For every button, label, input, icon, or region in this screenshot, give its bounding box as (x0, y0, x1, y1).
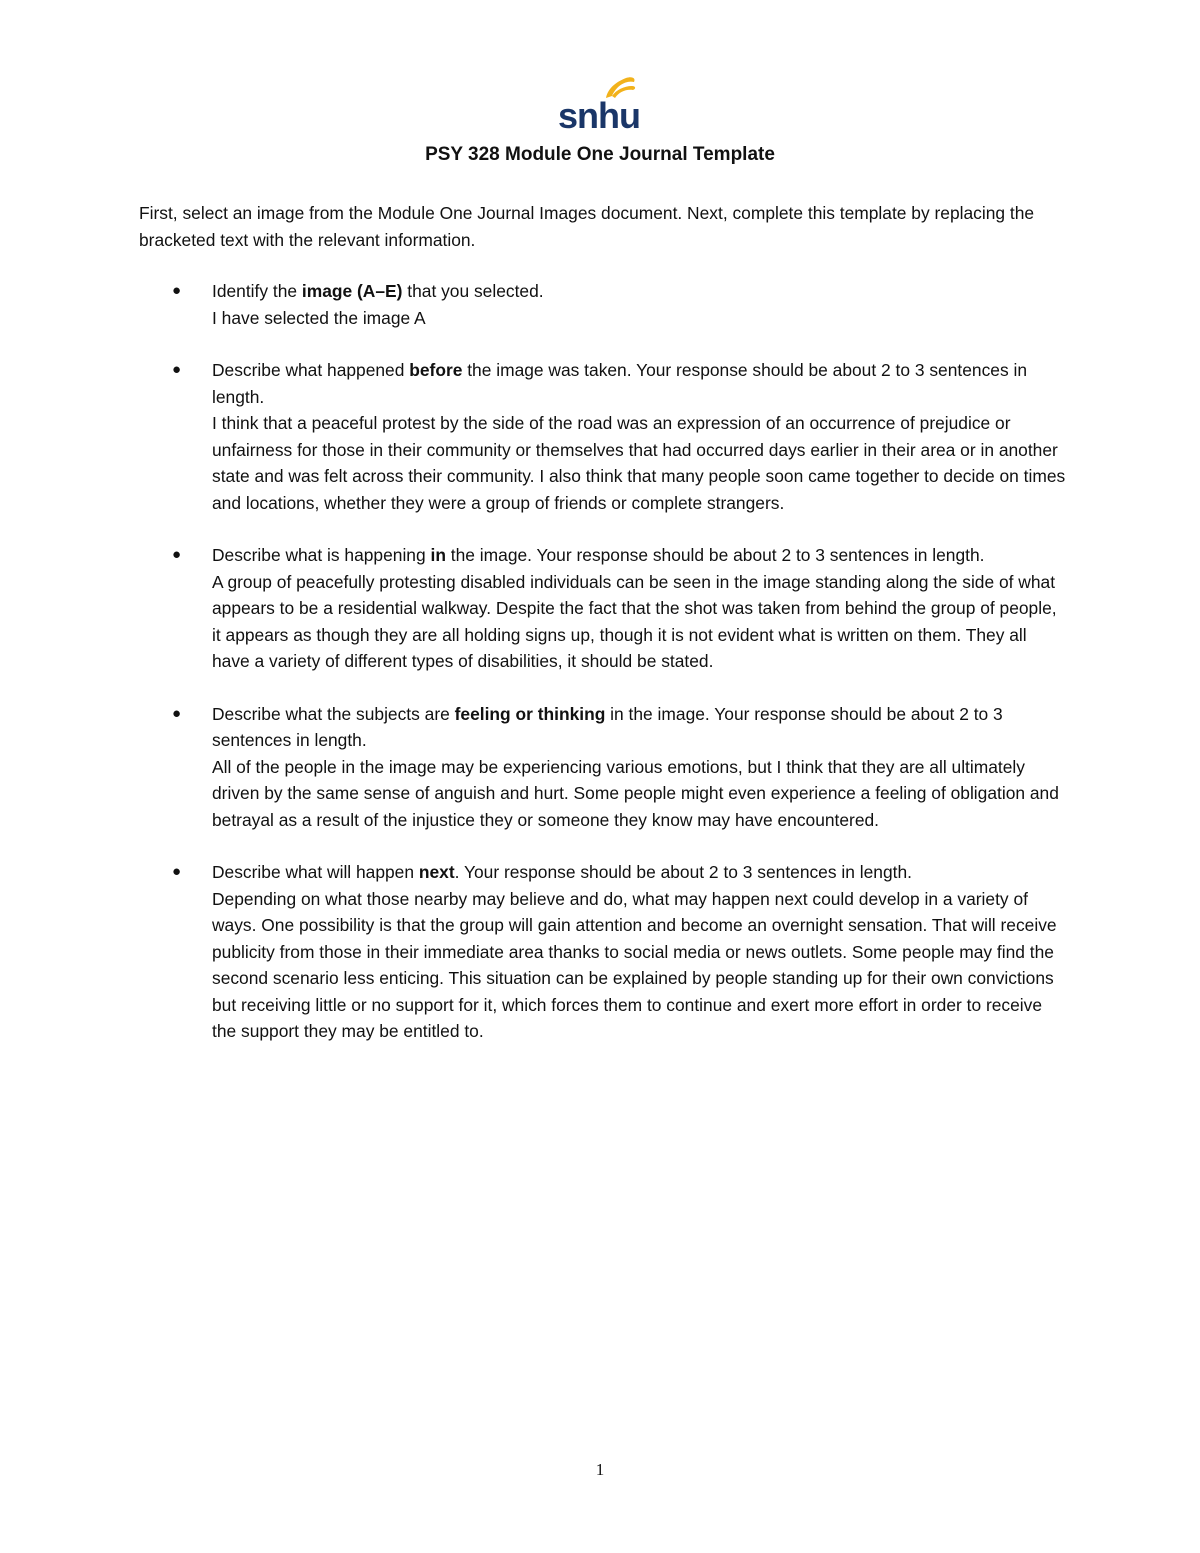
response-text: All of the people in the image may be experiencing various emotions, but I think that they are all ultimately driven by the same sense of anguish and hurt. Some people might even experience a feeling of obligation and betrayal as a result of the injustice they or someone they know may have encountered. (212, 756, 1059, 830)
response-text: A group of peacefully protesting disabled individuals can be seen in the image standing along the side of what appears to be a residential walkway. Despite the fact that the shot was taken from behind the group of people, it appears as though they are all holding signs up, though it is not evident what is written on them. They all have a variety of different types of disabilities, it should be stated. (212, 571, 1057, 671)
snhu-logo (556, 74, 640, 132)
list-item (139, 278, 1069, 331)
bullet-icon: ● (172, 282, 182, 299)
response-text: I think that a peaceful protest by the side of the road was an expression of an occurrence of prejudice or unfairness for those in their community or themselves that had occurred days earlier in their area or in another state and was felt across their community. I also think that many people soon came together to decide on times and locations, whether they were a group of friends or complete strangers. (212, 413, 1066, 513)
intro-paragraph: First, select an image from the Module One Journal Images document. Next, complete this template by replacing the bracketed text with the relevant information. (139, 203, 1035, 250)
flame-icon (556, 74, 640, 132)
page-number: 1 (595, 1460, 605, 1479)
document-title: PSY 328 Module One Journal Template (425, 144, 775, 165)
list-item (139, 701, 1069, 834)
prompt-text: Describe what the subjects are feeling or thinking in the image. Your response should be about 2 to 3 sentences in length. (212, 703, 1003, 750)
bullet-icon: ● (172, 704, 182, 722)
question-list (139, 278, 1069, 1071)
bullet-icon: ● (172, 546, 182, 563)
prompt-text: Describe what is happening in the image. Your response should be about 2 to 3 sentences in length. (212, 545, 985, 565)
list-item (139, 357, 1069, 516)
prompt-text: Describe what will happen next. Your response should be about 2 to 3 sentences in length. (212, 862, 912, 882)
response-text: Depending on what those nearby may believe and do, what may happen next could develop in a variety of ways. One possibility is that the group will gain attention and become an overnight sensation. That will receive publicity from those in their immediate area thanks to social media or news outlets. Some people may find the second scenario less enticing. This situation can be explained by people standing up for their own convictions but receiving little or no support for it, which forces them to continue and exert more effort in order to receive the support they may be entitled to. (212, 888, 1057, 1041)
list-item (139, 859, 1069, 1045)
logo-wordmark: snhu (558, 95, 640, 132)
bullet-icon: ● (172, 863, 182, 880)
prompt-text: Identify the image (A–E) that you selected. (212, 281, 544, 301)
list-item (139, 542, 1069, 675)
response-text: I have selected the image A (212, 307, 426, 328)
bullet-icon: ● (172, 361, 182, 378)
prompt-text: Describe what happened before the image was taken. Your response should be about 2 to 3 sentences in length. (212, 360, 1028, 407)
